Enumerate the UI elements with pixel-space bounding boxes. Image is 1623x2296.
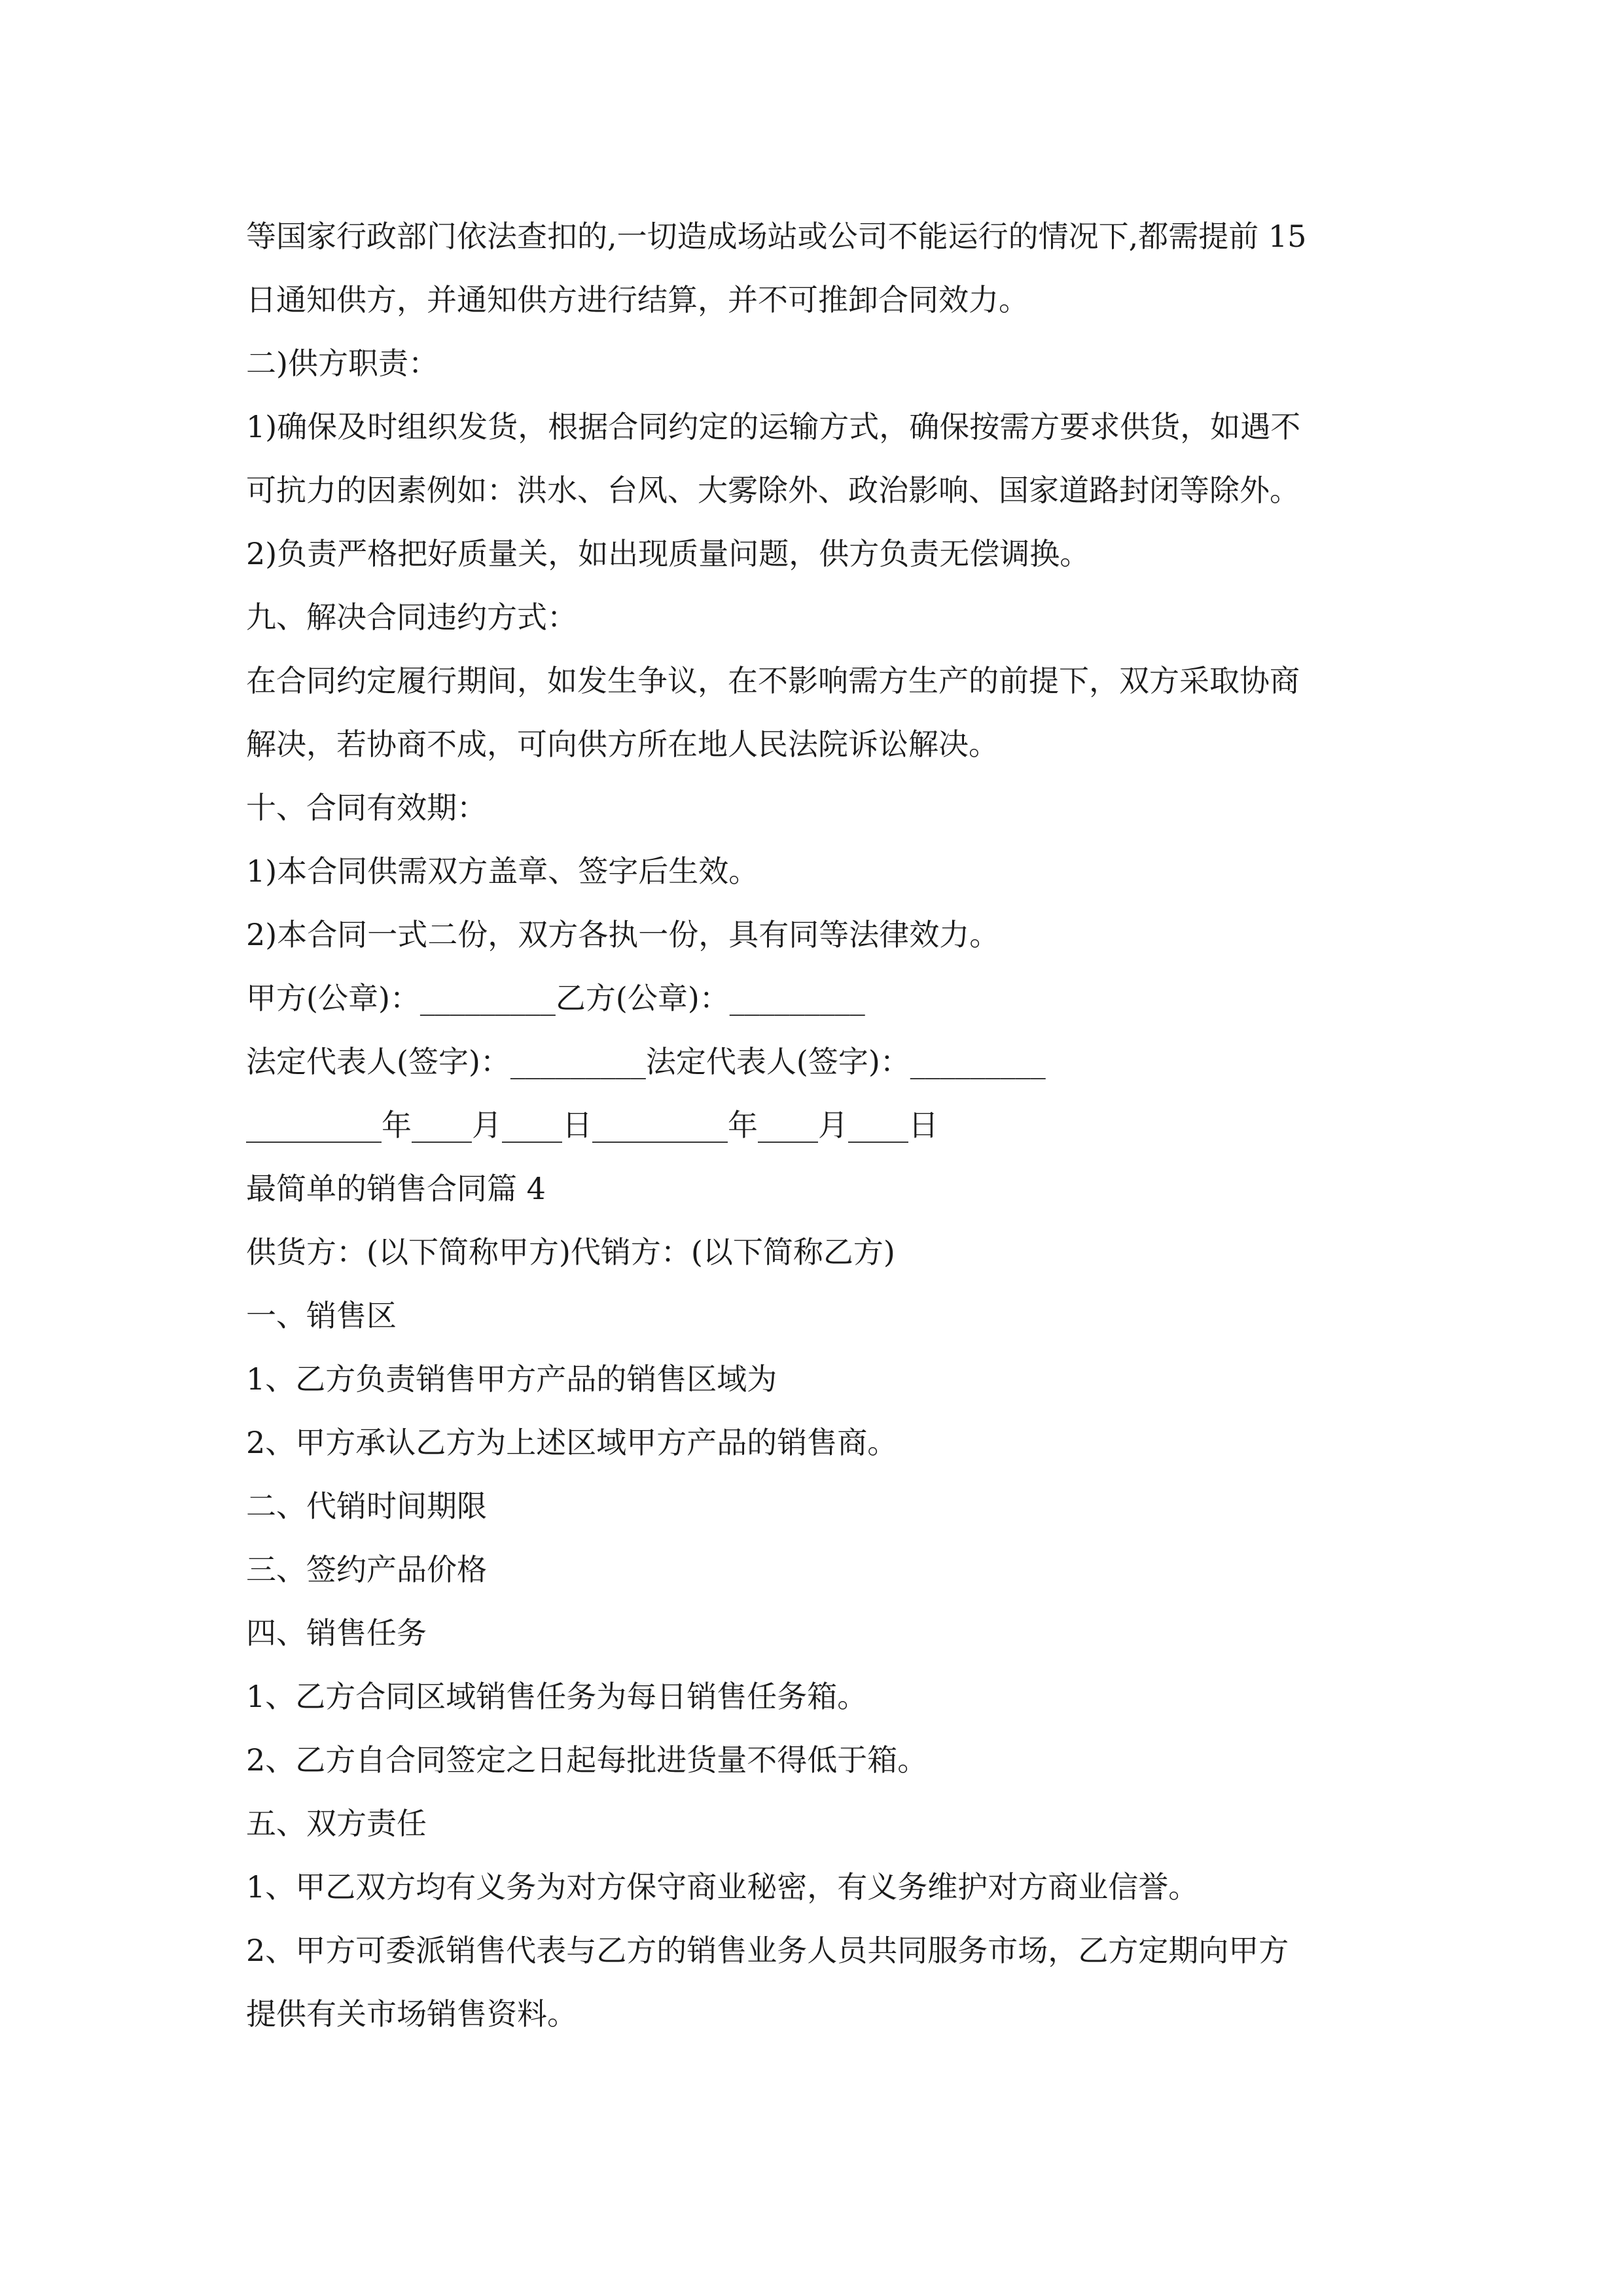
section-heading: 一、销售区 <box>246 1298 397 1333</box>
section-heading: 九、解决合同违约方式： <box>246 600 577 635</box>
signature-line: 法定代表人(签字)：_________法定代表人(签字)：_________ <box>246 1044 1046 1079</box>
section-heading: 三、签约产品价格 <box>246 1552 487 1587</box>
text-line: 2)本合同一式二份，双方各执一份，具有同等法律效力。 <box>246 917 1000 952</box>
section-heading: 十、合同有效期： <box>246 790 487 825</box>
text-line: 等国家行政部门依法查扣的,一切造成场站或公司不能运行的情况下,都需提前 15 <box>246 219 1307 254</box>
text-line: 1)本合同供需双方盖章、签字后生效。 <box>246 853 759 889</box>
signature-line: 甲方(公章)：_________乙方(公章)：_________ <box>246 980 865 1016</box>
section-heading: 二)供方职责： <box>246 346 438 381</box>
text-line: 1)确保及时组织发货，根据合同约定的运输方式，确保按需方要求供货，如遇不 <box>246 409 1301 444</box>
document-body <box>246 205 1411 2046</box>
section-heading: 四、销售任务 <box>246 1615 427 1651</box>
text-line: 1、乙方负责销售甲方产品的销售区域为 <box>246 1361 777 1397</box>
contract-title: 最简单的销售合同篇 4 <box>246 1171 546 1206</box>
text-line: 2、乙方自合同签定之日起每批进货量不得低于箱。 <box>246 1742 928 1778</box>
text-line: 在合同约定履行期间，如发生争议，在不影响需方生产的前提下，双方采取协商 <box>246 663 1300 698</box>
text-line: 提供有关市场销售资料。 <box>246 1996 577 2032</box>
text-line: 1、甲乙双方均有义务为对方保守商业秘密，有义务维护对方商业信誉。 <box>246 1869 1199 1905</box>
text-line: 2、甲方可委派销售代表与乙方的销售业务人员共同服务市场，乙方定期向甲方 <box>246 1933 1289 1968</box>
section-heading: 五、双方责任 <box>246 1806 427 1841</box>
date-line: _________年____月____日_________年____月____日 <box>246 1107 938 1143</box>
text-line: 解决，若协商不成，可向供方所在地人民法院诉讼解决。 <box>246 726 999 762</box>
text-line: 日通知供方，并通知供方进行结算，并不可推卸合同效力。 <box>246 282 1029 317</box>
text-line: 2、甲方承认乙方为上述区域甲方产品的销售商。 <box>246 1425 898 1460</box>
text-line: 1、乙方合同区域销售任务为每日销售任务箱。 <box>246 1679 868 1714</box>
text-line: 2)负责严格把好质量关，如出现质量问题，供方负责无偿调换。 <box>246 536 1090 571</box>
parties-line: 供货方：(以下简称甲方)代销方：(以下简称乙方) <box>246 1234 895 1270</box>
section-heading: 二、代销时间期限 <box>246 1488 487 1524</box>
text-line: 可抗力的因素例如：洪水、台风、大雾除外、政治影响、国家道路封闭等除外。 <box>246 473 1300 508</box>
